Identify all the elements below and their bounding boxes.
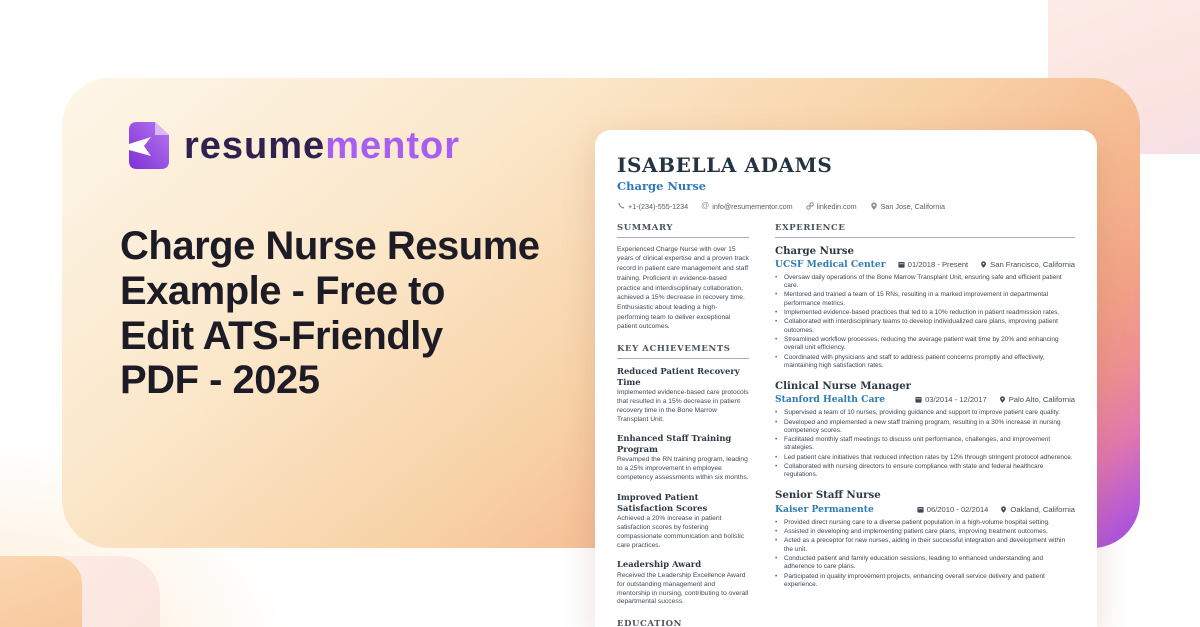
- job-bullet: • Implemented evidence-based practices that led to a 10% reduction in patient readmission rates.: [775, 309, 1060, 317]
- brand-logo[interactable]: [129, 122, 460, 169]
- resumementor-logo-icon: [129, 122, 169, 169]
- calendar-icon: [898, 261, 905, 268]
- key-achievements-heading: KEY ACHIEVEMENTS: [617, 344, 749, 359]
- brand-word-resume: resume: [184, 124, 326, 167]
- summary-heading: SUMMARY: [617, 223, 749, 238]
- job-bullet: • Supervised a team of 10 nurses, providing guidance and support to improve patient care quality.: [775, 409, 1060, 417]
- achievement-item: Reduced Patient Recovery Time Implemented evidence-based care protocols that resulted in a 15% decrease in patient recovery time in the Bone Marrow Transplant Unit.: [617, 366, 749, 423]
- resume-job-title: Charge Nurse: [617, 179, 707, 193]
- brand-wordmark: [184, 124, 460, 167]
- headline-line-1: Charge Nurse Resume: [120, 224, 540, 268]
- job-bullet: • Coordinated with physicians and staff to address patient concerns promptly and effectively, maintaining high satisfaction rates.: [775, 353, 1045, 369]
- brand-word-mentor: mentor: [325, 124, 460, 167]
- job-location: Palo Alto, California: [999, 395, 1075, 404]
- education-section: [617, 619, 749, 627]
- headline-line-4: PDF - 2025: [120, 358, 320, 403]
- job-bullet: • Developed and implemented a new staff training program, resulting in a 30% increase in nursing competency scores.: [775, 418, 1061, 434]
- job-bullet: • Acted as a preceptor for new nurses, aiding in their successful integration and development within the unit.: [775, 537, 1066, 553]
- job-bullet: • Mentored and trained a team of 15 RNs, resulting in a marked improvement in departmental performance metrics.: [775, 291, 1049, 307]
- resume-left-column: [617, 223, 749, 627]
- calendar-icon: [915, 396, 922, 403]
- resume-columns: [617, 223, 1075, 627]
- key-achievements-section: [617, 344, 749, 607]
- job-bullet: • Provided direct nursing care to a diverse patient population in a high-volume hospital setting.: [775, 518, 1050, 526]
- calendar-icon: [917, 506, 924, 513]
- job-bullet: • Collaborated with interdisciplinary teams to develop individualized care plans, improving patient outcomes.: [775, 318, 1058, 334]
- experience-job: Clinical Nurse Manager Stanford Health Care 03/2014 - 12/2017 Palo Alto, California • Supervised a team of 10 nurses, providing guidance and support to improve patient care quality. • Developed and implemented a new staff training program, resulting in a 30% increase in nursing competency scores. • Facilitated monthly staff meetings to discuss unit performance, challenges, and improvement strategies. • Led patient care initiatives that reduced infection rates by 12% through stringent protocol adherence. • Collaborated with nursing directors to ensure compliance with state and federal healthcare regulations.: [775, 379, 1075, 479]
- experience-heading: EXPERIENCE: [775, 223, 1075, 238]
- achievement-item: Enhanced Staff Training Program Revamped the RN training program, leading to a 25% improvement in employee competency assessments within six months.: [617, 433, 749, 482]
- resume-contact-row: [617, 202, 1075, 211]
- company-link: Kaiser Permanente: [775, 503, 874, 515]
- contact-email: @ info@resumementor.com: [701, 201, 793, 211]
- experience-job: Senior Staff Nurse Kaiser Permanente 06/2010 - 02/2014 Oakland, California • Provided direct nursing care to a diverse patient population in a high-volume hospital setting. • Assisted in developing and implementing patient care plans, improving treatment outcomes. • Acted as a preceptor for new nurses, aiding in their successful integration and development within the unit. • Conducted patient and family education sessions, leading to enhanced understanding and adherence to care plans. • Participated in quality improvement projects, enhancing overall service delivery and patient experience.: [775, 489, 1075, 588]
- job-bullet: • Assisted in developing and implementing patient care plans, improving treatment outcomes.: [775, 528, 1048, 536]
- decor-bottom-left-orange-shape: [0, 556, 82, 627]
- job-bullet: • Collaborated with nursing directors to ensure compliance with state and federal healthcare regulations.: [775, 463, 1044, 479]
- at-icon: @: [701, 201, 710, 211]
- link-icon: [806, 202, 814, 210]
- summary-text: Experienced Charge Nurse with over 15 years of clinical expertise and a proven track record in patient care management and staff training. Proficient in evidence-based practice and interdisciplinary collaboration, achieved a 15% decrease in recovery time. Enthusiastic about leading a high-performing team to deliver exceptional patient outcomes.: [617, 245, 749, 331]
- contact-location: San Jose, California: [870, 202, 945, 211]
- achievement-item: Improved Patient Satisfaction Scores Achieved a 20% increase in patient satisfaction scores by fostering compassionate communication and holistic care practices.: [617, 492, 745, 549]
- resume-name: ISABELLA ADAMS: [617, 153, 833, 177]
- contact-phone: +1-(234)-555-1234: [617, 202, 688, 211]
- job-bullet: • Oversaw daily operations of the Bone Marrow Transplant Unit, ensuring safe and efficient patient care.: [775, 273, 1062, 290]
- location-pin-icon: [1000, 506, 1007, 513]
- job-bullet: • Conducted patient and family education sessions, leading to enhanced understanding and adherence to care plans.: [775, 555, 1044, 571]
- location-pin-icon: [999, 396, 1006, 403]
- job-bullet: • Streamlined workflow processes, reducing the average patient wait time by 20% and enhancing overall unit efficiency.: [775, 335, 1059, 352]
- summary-section: [617, 223, 749, 332]
- job-bullet: • Participated in quality improvement projects, enhancing overall service delivery and patient experience.: [775, 572, 1045, 588]
- experience-job: Charge Nurse UCSF Medical Center 01/2018 - Present San Francisco, California • Oversaw daily operations of the Bone Marrow Transplant Unit, ensuring safe and efficient patient care. • Mentored and trained a team of 15 RNs, resulting in a marked improvement in departmental performance metrics. • Implemented evidence-based practices that led to a 10% reduction in patient readmission rates. • Collaborated with interdisciplinary teams to develop individualized care plans, improving patient outcomes. • Streamlined workflow processes, reducing the average patient wait time by 20% and enhancing overall unit efficiency. • Coordinated with physicians and staff to address patient concerns promptly and effectively, maintaining high satisfaction rates.: [775, 244, 1075, 369]
- resume-preview-card: [595, 130, 1097, 627]
- headline-line-2: Example - Free to: [120, 268, 445, 313]
- phone-icon: [617, 202, 625, 210]
- resume-right-column: [775, 223, 1075, 627]
- job-dates: 03/2014 - 12/2017: [915, 395, 987, 404]
- company-link: Stanford Health Care: [775, 394, 886, 406]
- company-link: UCSF Medical Center: [775, 258, 886, 270]
- headline-line-3: Edit ATS-Friendly: [120, 313, 443, 358]
- achievement-item: Leadership Award Received the Leadership Excellence Award for outstanding management and mentorship in nursing, contributing to overall departmental success.: [617, 559, 749, 606]
- contact-linkedin: linkedin.com: [806, 202, 857, 211]
- job-dates: 01/2018 - Present: [898, 260, 968, 269]
- education-heading: EDUCATION: [617, 619, 749, 627]
- job-bullet: • Led patient care initiatives that reduced infection rates by 12% through stringent protocol adherence.: [775, 453, 1073, 461]
- job-location: Oakland, California: [1000, 505, 1075, 514]
- job-location: San Francisco, California: [980, 260, 1075, 269]
- location-pin-icon: [870, 202, 878, 210]
- page-title: [120, 224, 610, 403]
- location-pin-icon: [980, 261, 987, 268]
- job-bullet: • Facilitated monthly staff meetings to discuss unit performance, challenges, and improvement strategies.: [775, 436, 1051, 452]
- job-dates: 06/2010 - 02/2014: [917, 505, 989, 514]
